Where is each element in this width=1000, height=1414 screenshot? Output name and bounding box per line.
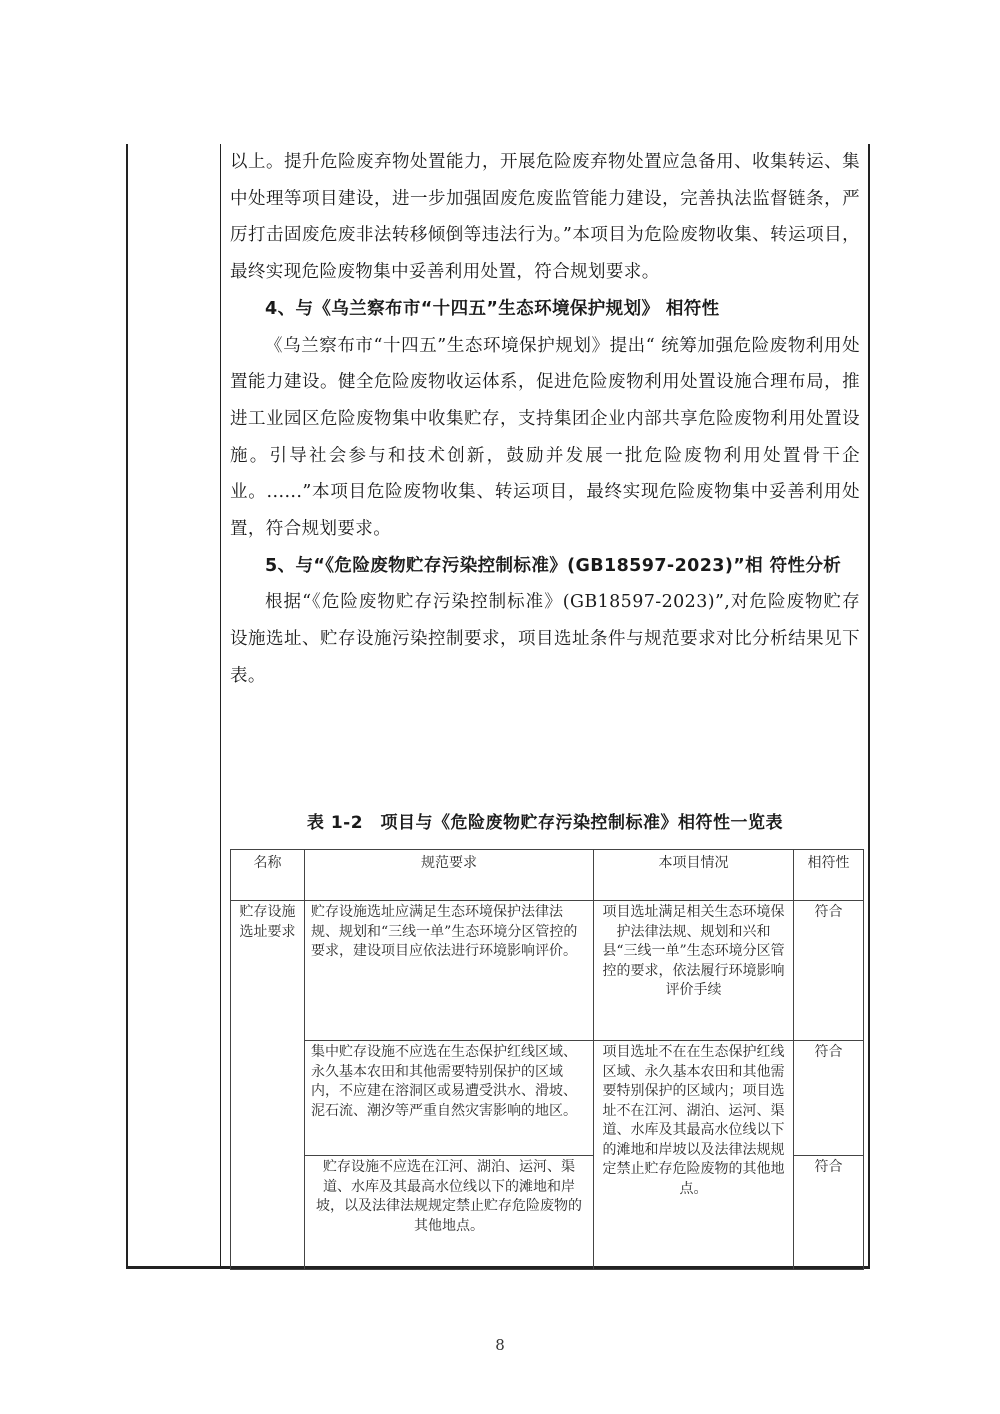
section-heading-4: 4、与《乌兰察布市“十四五”生态环境保护规划》 相符性 [265,298,720,319]
header-requirement: 规范要求 [305,850,594,901]
header-situation: 本项目情况 [594,850,794,901]
requirement-cell: 集中贮存设施不应选在生态保护红线区域、永久基本农田和其他需要特别保护的区域内，不应建在溶洞区或易遭受洪水、滑坡、泥石流、潮汐等严重自然灾害影响的地区。 [305,1041,594,1156]
paragraph-2: 《乌兰察布市“十四五”生态环境保护规划》提出“ 统筹加强危险废物利用处置能力建设。健全危险废物收运体系，促进危险废物利用处置设施合理布局，推进工业园区危险废物集中收集贮存，支持集团企业内部共享危险废物利用处置设施。引导社会参与和技术创新，鼓励并发展一批危险废物利用处置骨干企业。......”本项目危险废物收集、转运项目，最终实现危险废物集中妥善利用处置，符合规划要求。 [230,335,860,540]
table-header-row [231,850,864,901]
table-caption: 表 1-2 项目与《危险废物贮存污染控制标准》相符性一览表 [306,813,784,833]
paragraph-3: 根据“《危险废物贮存污染控制标准》(GB18597-2023)”,对危险废物贮存设施选址、贮存设施污染控制要求，项目选址条件与规范要求对比分析结果见下表。 [230,592,860,686]
requirement-cell: 贮存设施不应选在江河、湖泊、运河、渠道、水库及其最高水位线以下的滩地和岸坡，以及法律法规规定禁止贮存危险废物的其他地点。 [305,1156,594,1270]
situation-cell: 项目选址不在在生态保护红线区域、永久基本农田和其他需要特别保护的区域内；项目选址不在江河、湖泊、运河、渠道、水库及其最高水位线以下的滩地和岸坡以及法律法规规定禁止贮存危险废物的其他地点。 [594,1041,794,1270]
header-conformity: 相符性 [794,850,864,901]
header-name: 名称 [231,850,305,901]
conformity-cell: 符合 [794,1156,864,1270]
table-row [231,1041,864,1156]
paragraph-1: 以上。提升危险废弃物处置能力，开展危险废弃物处置应急备用、收集转运、集中处理等项目建设，进一步加强固废危废监管能力建设，完善执法监督链条，严厉打击固废危废非法转移倾倒等违法行为。”本项目为危险废物收集、转运项目，最终实现危险废物集中妥善利用处置，符合规划要求。 [230,152,860,283]
requirement-cell: 贮存设施选址应满足生态环境保护法律法规、规划和“三线一单”生态环境分区管控的要求，建设项目应依法进行环境影响评价。 [305,901,594,1041]
section-heading-5: 5、与“《危险废物贮存污染控制标准》(GB18597-2023)”相 符性分析 [265,555,842,576]
conformity-cell: 符合 [794,901,864,1041]
main-text-column [230,144,860,695]
outer-column-divider [220,144,221,1268]
page-number: 8 [495,1336,505,1354]
situation-cell: 项目选址满足相关生态环境保护法律法规、规划和兴和县“三线一单”生态环境分区管控的要求，依法履行环境影响评价手续 [594,901,794,1041]
conformity-cell: 符合 [794,1041,864,1156]
conformity-table [230,849,864,1270]
group-name-cell: 贮存设施选址要求 [231,901,305,1270]
table-row [231,901,864,1041]
